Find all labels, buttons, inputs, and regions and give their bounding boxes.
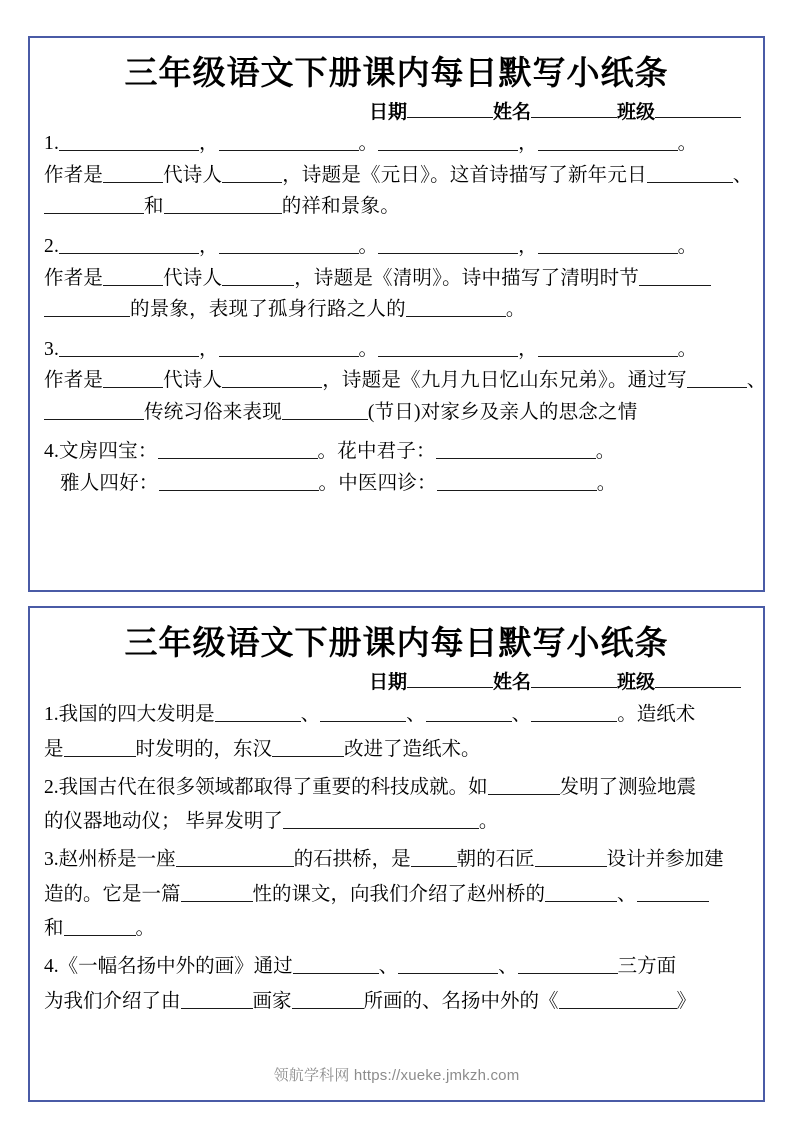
author-text-a-2: 作者是	[44, 267, 104, 289]
class-label-1: 班级	[616, 102, 655, 124]
painting-aspect-blank-1[interactable]	[293, 954, 379, 975]
custom-blank-1[interactable]	[687, 368, 747, 389]
zhaozhou-text-2a: 造的。它是一篇	[44, 883, 181, 905]
poem2-punc-1: ，	[199, 235, 219, 257]
name-label-1: 姓名	[492, 102, 531, 124]
poem-punc-3: ，	[518, 133, 538, 155]
question-1-4	[44, 436, 749, 499]
poem-blanks-line-3	[44, 334, 749, 366]
four-treasures-end: 。	[317, 441, 338, 463]
poem3-blank-a[interactable]	[59, 336, 199, 357]
painting-aspect-blank-3[interactable]	[518, 954, 618, 975]
name-field-1[interactable]	[493, 97, 617, 124]
class-label-2: 班级	[616, 672, 655, 694]
zhaozhou-feature-blank-1[interactable]	[545, 881, 617, 902]
zhaozhou-dynasty-blank[interactable]	[411, 847, 457, 868]
festival-blank[interactable]	[282, 399, 368, 420]
custom-blank-2[interactable]	[44, 399, 144, 420]
famous-painting-line-2	[44, 985, 749, 1020]
question-number: 2.	[44, 776, 59, 798]
author-text-a-1: 作者是	[44, 164, 104, 186]
ancient-tech-text-a: 我国古代在很多领域都取得了重要的科技成就。如	[58, 776, 488, 798]
poem2-blank-b[interactable]	[219, 233, 359, 254]
date-label-1: 日期	[368, 102, 407, 124]
author-text-c-1: ，诗题是《元日》。这首诗描写了新年元日	[282, 164, 647, 186]
painting-text-2b: 画家	[252, 990, 292, 1012]
poem-blank-c[interactable]	[378, 131, 518, 152]
name-label-2: 姓名	[492, 672, 531, 694]
paper-text-b: 时发明的，东汉	[135, 738, 273, 760]
four-treasures-label: 文房四宝：	[59, 441, 158, 463]
date-blank-2[interactable]	[407, 668, 493, 688]
scene2-blank-2[interactable]	[44, 297, 130, 318]
zhaozhou-line-3	[44, 912, 749, 947]
four-diagnoses-blank[interactable]	[437, 471, 597, 492]
zhaozhou-text-c: 朝的石匠	[456, 849, 535, 871]
date-field-2[interactable]	[369, 667, 493, 694]
zhaozhou-text-2b: 性的课文，向我们介绍了赵州桥的	[252, 883, 546, 905]
zhaozhou-text-b: 的石拱桥，是	[293, 849, 411, 871]
painting-end-bracket: 》	[676, 990, 697, 1012]
paper-text-a: 是	[44, 738, 64, 760]
author-text-c-2: ，诗题是《清明》。诗中描写了清明时节	[294, 267, 640, 289]
four-diagnoses-end: 。	[596, 473, 617, 495]
flower-gentleman-end: 。	[595, 441, 616, 463]
four-inventions-line-1	[44, 698, 749, 733]
poem-punc-4: 。	[677, 133, 698, 155]
invention-end-text: 。造纸术	[617, 704, 696, 726]
meta-row-2	[44, 667, 749, 694]
invention-sep-1: 、	[300, 704, 321, 726]
ancient-tech-line-2	[44, 805, 749, 840]
poem-punc-2: 。	[358, 133, 379, 155]
invention-blank-2[interactable]	[320, 702, 406, 723]
name-blank-1[interactable]	[531, 98, 617, 118]
worksheet-card-2	[28, 606, 765, 1102]
author-name-blank-2[interactable]	[222, 265, 294, 286]
question-number: 3.	[44, 849, 59, 871]
author-text-d-1: 、	[732, 164, 753, 186]
question-2-4	[44, 950, 749, 1019]
author-line-3	[44, 365, 767, 397]
poem3-punc-1: ，	[199, 338, 219, 360]
four-arts-line	[44, 468, 749, 500]
famous-painting-line-1	[44, 950, 749, 985]
author-text-b-1: 代诗人	[163, 164, 223, 186]
poem2-punc-3: ，	[518, 235, 538, 257]
zhangheng-blank[interactable]	[488, 774, 560, 795]
seismograph-text-b: 。	[478, 811, 499, 833]
four-treasures-line	[44, 436, 749, 468]
author-text-d-3: 、	[746, 370, 767, 392]
author-name-blank-3[interactable]	[222, 368, 322, 389]
painting-text-2c: 所画的、名扬中外的《	[363, 990, 559, 1012]
four-diagnoses-label: 中医四诊：	[338, 473, 437, 495]
question-number: 2.	[44, 235, 60, 257]
author-dynasty-blank-2[interactable]	[103, 265, 163, 286]
painting-aspect-blank-2[interactable]	[398, 954, 498, 975]
four-inventions-text: 我国的四大发明是	[58, 704, 215, 726]
scene2-blank-3[interactable]	[406, 297, 506, 318]
ancient-tech-line-1	[44, 771, 749, 806]
painting-title-blank[interactable]	[559, 988, 677, 1009]
date-label-2: 日期	[368, 672, 407, 694]
invention-blank-4[interactable]	[531, 702, 617, 723]
poem-blanks-line	[44, 128, 749, 160]
poem-blank-b[interactable]	[219, 131, 359, 152]
author-line-1	[44, 160, 753, 192]
invention-sep-3: 、	[511, 704, 532, 726]
seismograph-text-a: 的仪器地动仪； 毕昇发明了	[44, 811, 283, 833]
poem2-blank-a[interactable]	[59, 233, 199, 254]
zhaozhou-text-d: 设计并参加建	[606, 849, 724, 871]
poem3-blank-c[interactable]	[378, 336, 518, 357]
poem2-punc-2: 。	[358, 235, 379, 257]
author-text-a-3: 作者是	[44, 370, 104, 392]
flower-gentleman-blank[interactable]	[436, 439, 596, 460]
question-number: 4.	[44, 956, 59, 978]
invention-blank-1[interactable]	[215, 702, 301, 723]
invention-sep-2: 、	[406, 704, 426, 726]
author-text-b-3: 代诗人	[163, 370, 223, 392]
zhaozhou-text-3b: 。	[135, 918, 156, 940]
zhaozhou-line-1	[44, 843, 749, 878]
zhaozhou-feature-blank-2[interactable]	[637, 881, 709, 902]
question-2-2	[44, 771, 749, 840]
custom-text-b: (节日)对家乡及亲人的思念之情	[367, 401, 638, 423]
question-number: 4.	[44, 441, 60, 463]
author-line-1b	[44, 191, 749, 223]
painting-end-text: 三方面	[617, 956, 677, 978]
scene2-text-a: 的景象，表现了孤身行路之人的	[130, 299, 406, 321]
question-number: 3.	[44, 338, 60, 360]
scene2-blank-1[interactable]	[639, 265, 711, 286]
zhaozhou-sep: 、	[617, 883, 637, 905]
zhaozhou-adj-blank[interactable]	[176, 847, 294, 868]
poem3-blank-d[interactable]	[538, 336, 678, 357]
zhaozhou-mason-blank[interactable]	[535, 847, 607, 868]
author-line-2b	[44, 294, 749, 326]
watermark: 领航学科网 https://xueke.jmkzh.com	[273, 1067, 520, 1084]
poem3-blank-b[interactable]	[219, 336, 359, 357]
poem2-blank-c[interactable]	[378, 233, 518, 254]
poem-blank-a[interactable]	[59, 131, 199, 152]
page-title-1: 三年级语文下册课内每日默写小纸条	[124, 56, 669, 92]
date-field-1[interactable]	[369, 97, 493, 124]
poem3-punc-2: 。	[358, 338, 379, 360]
printing-blank[interactable]	[283, 809, 479, 830]
question-2-1	[44, 698, 749, 767]
zhaozhou-text-3a: 和	[44, 918, 64, 940]
class-blank-1[interactable]	[655, 98, 741, 118]
poem2-punc-4: 。	[677, 235, 698, 257]
poem3-punc-3: ，	[518, 338, 538, 360]
date-blank-1[interactable]	[407, 98, 493, 118]
flower-gentleman-label: 花中君子：	[337, 441, 436, 463]
question-2-3	[44, 843, 749, 947]
class-field-1[interactable]	[617, 97, 741, 124]
author-text-b-2: 代诗人	[163, 267, 223, 289]
painting-dynasty-blank[interactable]	[181, 988, 253, 1009]
zhaozhou-text-a: 赵州桥是一座	[58, 849, 176, 871]
author-line-3b	[44, 397, 749, 429]
poem-punc-1: ，	[199, 133, 219, 155]
author-text-c-3: ，诗题是《九月九日忆山东兄弟》。通过写	[322, 370, 687, 392]
author-dynasty-blank-1[interactable]	[103, 162, 163, 183]
question-number: 1.	[44, 133, 60, 155]
scene-blank-1[interactable]	[647, 162, 733, 183]
class-blank-2[interactable]	[655, 668, 741, 688]
paper-person-blank[interactable]	[272, 736, 344, 757]
painter-name-blank[interactable]	[292, 988, 364, 1009]
author-line-2	[44, 263, 749, 295]
painting-sep-1: 、	[378, 956, 399, 978]
poem2-blank-d[interactable]	[538, 233, 678, 254]
custom-text-a: 传统习俗来表现	[144, 401, 282, 423]
scene-blank-2[interactable]	[44, 194, 144, 215]
invention-blank-3[interactable]	[426, 702, 512, 723]
four-arts-blank[interactable]	[159, 471, 319, 492]
poem-blank-d[interactable]	[538, 131, 678, 152]
painting-text-2a: 为我们介绍了由	[44, 990, 181, 1012]
four-arts-label: 雅人四好：	[60, 473, 159, 495]
meta-row-1	[44, 97, 749, 124]
painting-sep-2: 、	[498, 956, 518, 978]
scene-text-b: 的祥和景象。	[281, 196, 400, 218]
paper-era-blank[interactable]	[64, 736, 136, 757]
ancient-tech-text-b: 发明了测验地震	[559, 776, 697, 798]
poem3-punc-4: 。	[677, 338, 698, 360]
question-number: 1.	[44, 704, 59, 726]
scene-text-a: 和	[144, 196, 164, 218]
poem-blanks-line-2	[44, 231, 749, 263]
class-field-2[interactable]	[617, 667, 741, 694]
name-field-2[interactable]	[493, 667, 617, 694]
scene-blank-3[interactable]	[164, 194, 282, 215]
four-arts-end: 。	[318, 473, 339, 495]
worksheet-card-1	[28, 36, 765, 592]
zhaozhou-feature-blank-3[interactable]	[64, 916, 136, 937]
name-blank-2[interactable]	[531, 668, 617, 688]
zhaozhou-type-blank[interactable]	[181, 881, 253, 902]
question-1-2	[44, 231, 749, 326]
scene2-text-b: 。	[505, 299, 526, 321]
painting-text-a: 《一幅名扬中外的画》通过	[58, 956, 293, 978]
author-dynasty-blank-3[interactable]	[103, 368, 163, 389]
question-1-3	[44, 334, 767, 429]
four-inventions-line-2	[44, 733, 749, 768]
page-title-2: 三年级语文下册课内每日默写小纸条	[124, 626, 669, 662]
question-1-1	[44, 128, 753, 223]
author-name-blank-1[interactable]	[222, 162, 282, 183]
four-treasures-blank[interactable]	[158, 439, 318, 460]
zhaozhou-line-2	[44, 878, 749, 913]
paper-text-c: 改进了造纸术。	[344, 738, 481, 760]
